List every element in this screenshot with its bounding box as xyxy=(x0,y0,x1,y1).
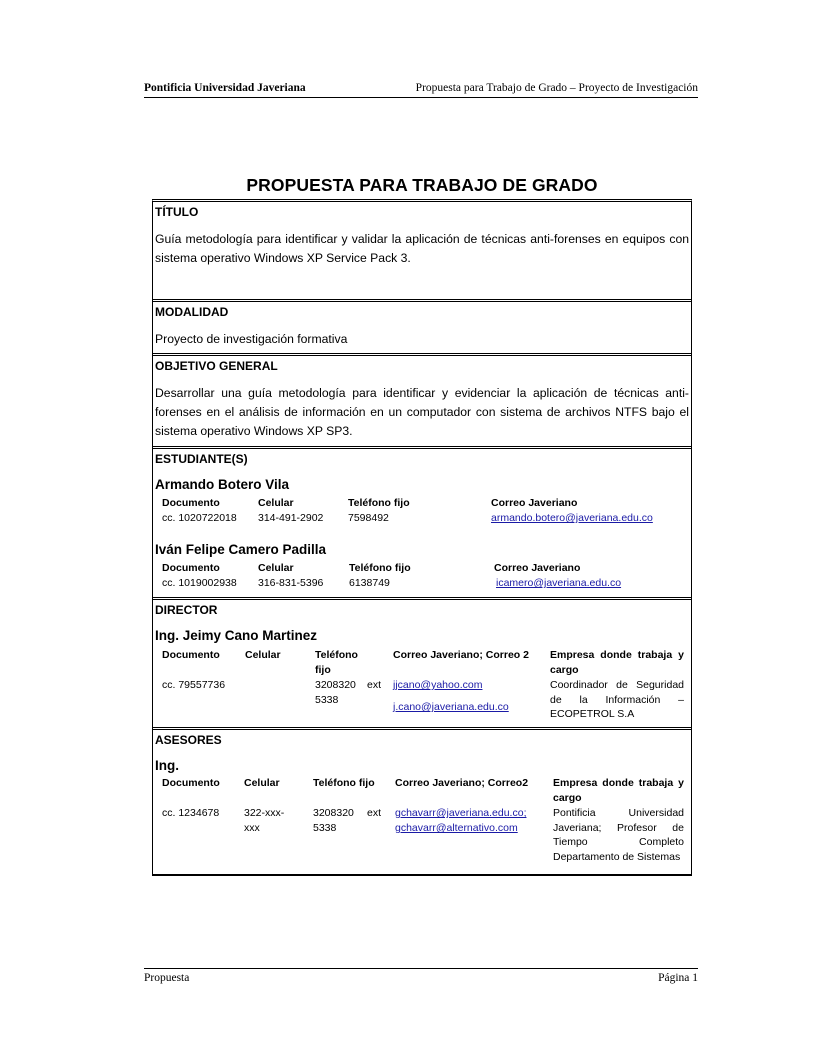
estudiantes-section xyxy=(152,446,692,600)
student-telefono: 7598492 xyxy=(348,512,389,524)
asesor-celular: 322-xxx-xxx xyxy=(244,807,285,834)
student-documento: cc. 1019002938 xyxy=(162,577,237,589)
col-header-documento: Documento xyxy=(162,777,220,789)
col-header-celular: Celular xyxy=(245,649,281,661)
col-header-documento: Documento xyxy=(162,649,220,661)
titulo-text: Guía metodología para identificar y validar la aplicación de técnicas anti-forenses en equipos con sistema operativo Windows XP Service Pack 3. xyxy=(155,232,689,265)
student-email-link[interactable]: icamero@javeriana.edu.co xyxy=(496,577,622,589)
asesor-email-2[interactable]: gchavarr@alternativo.com xyxy=(395,822,518,834)
student-email-link[interactable]: armando.botero@javeriana.edu.co xyxy=(491,512,653,524)
col-header-correo: Correo Javeriano; Correo2 xyxy=(395,777,529,789)
student-name: Armando Botero Vila xyxy=(155,477,290,492)
col-header-celular: Celular xyxy=(258,497,294,509)
page-footer xyxy=(144,968,698,984)
asesor-name: Ing. xyxy=(155,758,179,773)
estudiantes-label: ESTUDIANTE(S) xyxy=(155,452,248,466)
director-section xyxy=(152,597,692,730)
director-telefono: 3208320 ext 5338 xyxy=(315,679,381,706)
col-header-telefono: Teléfono fijo xyxy=(348,497,410,509)
col-header-telefono: Teléfono fijo xyxy=(315,649,358,676)
student-celular: 314-491-2902 xyxy=(258,512,324,524)
objetivo-text: Desarrollar una guía metodología para identificar y evidenciar la aplicación de técnicas anti-forenses en el análisis de información en un computador con sistema de archivos NTFS bajo el sistema operativo Windows XP SP3. xyxy=(155,386,689,438)
director-email-1[interactable]: jjcano@yahoo.com xyxy=(393,679,483,691)
asesor-email-1[interactable]: gchavarr@javeriana.edu.co; xyxy=(395,807,527,819)
col-header-celular: Celular xyxy=(244,777,280,789)
student-documento: cc. 1020722018 xyxy=(162,512,237,524)
director-documento: cc. 79557736 xyxy=(162,679,226,691)
col-header-empresa: Empresa donde trabaja y cargo xyxy=(553,777,684,804)
col-header-telefono: Teléfono fijo xyxy=(349,562,411,574)
director-name: Ing. Jeimy Cano Martinez xyxy=(155,628,318,643)
asesor-empresa: Pontificia Universidad Javeriana; Profesor de Tiempo Completo Departamento de Sistemas xyxy=(553,807,684,863)
modalidad-label: MODALIDAD xyxy=(155,305,229,319)
page-header xyxy=(144,82,698,98)
col-header-correo: Correo Javeriano; Correo 2 xyxy=(393,649,529,661)
director-empresa: Coordinador de Seguridad de la Información – ECOPETROL S.A xyxy=(550,679,684,720)
page-title: PROPUESTA PARA TRABAJO DE GRADO xyxy=(246,175,598,195)
modalidad-text: Proyecto de investigación formativa xyxy=(155,332,348,346)
col-header-celular: Celular xyxy=(258,562,294,574)
director-label: DIRECTOR xyxy=(155,603,218,617)
asesor-telefono: 3208320 ext 5338 xyxy=(313,807,381,834)
modalidad-section xyxy=(152,299,692,356)
asesor-documento: cc. 1234678 xyxy=(162,807,220,819)
student-name: Iván Felipe Camero Padilla xyxy=(155,542,327,557)
col-header-telefono: Teléfono fijo xyxy=(313,777,375,789)
footer-page-number: Página 1 xyxy=(658,972,698,984)
col-header-correo: Correo Javeriano xyxy=(491,497,578,509)
col-header-empresa: Empresa donde trabaja y cargo xyxy=(550,649,684,676)
titulo-label: TÍTULO xyxy=(155,205,199,219)
asesores-label: ASESORES xyxy=(155,733,222,747)
student-celular: 316-831-5396 xyxy=(258,577,324,589)
col-header-correo: Correo Javeriano xyxy=(494,562,581,574)
asesores-section xyxy=(152,727,692,876)
titulo-section xyxy=(152,199,692,302)
objetivo-label: OBJETIVO GENERAL xyxy=(155,359,278,373)
col-header-documento: Documento xyxy=(162,562,220,574)
col-header-documento: Documento xyxy=(162,497,220,509)
header-university: Pontificia Universidad Javeriana xyxy=(144,82,306,94)
header-document-title: Propuesta para Trabajo de Grado – Proyecto de Investigación xyxy=(415,82,698,94)
student-telefono: 6138749 xyxy=(349,577,390,589)
footer-left: Propuesta xyxy=(144,972,190,984)
objetivo-section xyxy=(152,353,692,449)
director-email-2[interactable]: j.cano@javeriana.edu.co xyxy=(393,701,509,713)
